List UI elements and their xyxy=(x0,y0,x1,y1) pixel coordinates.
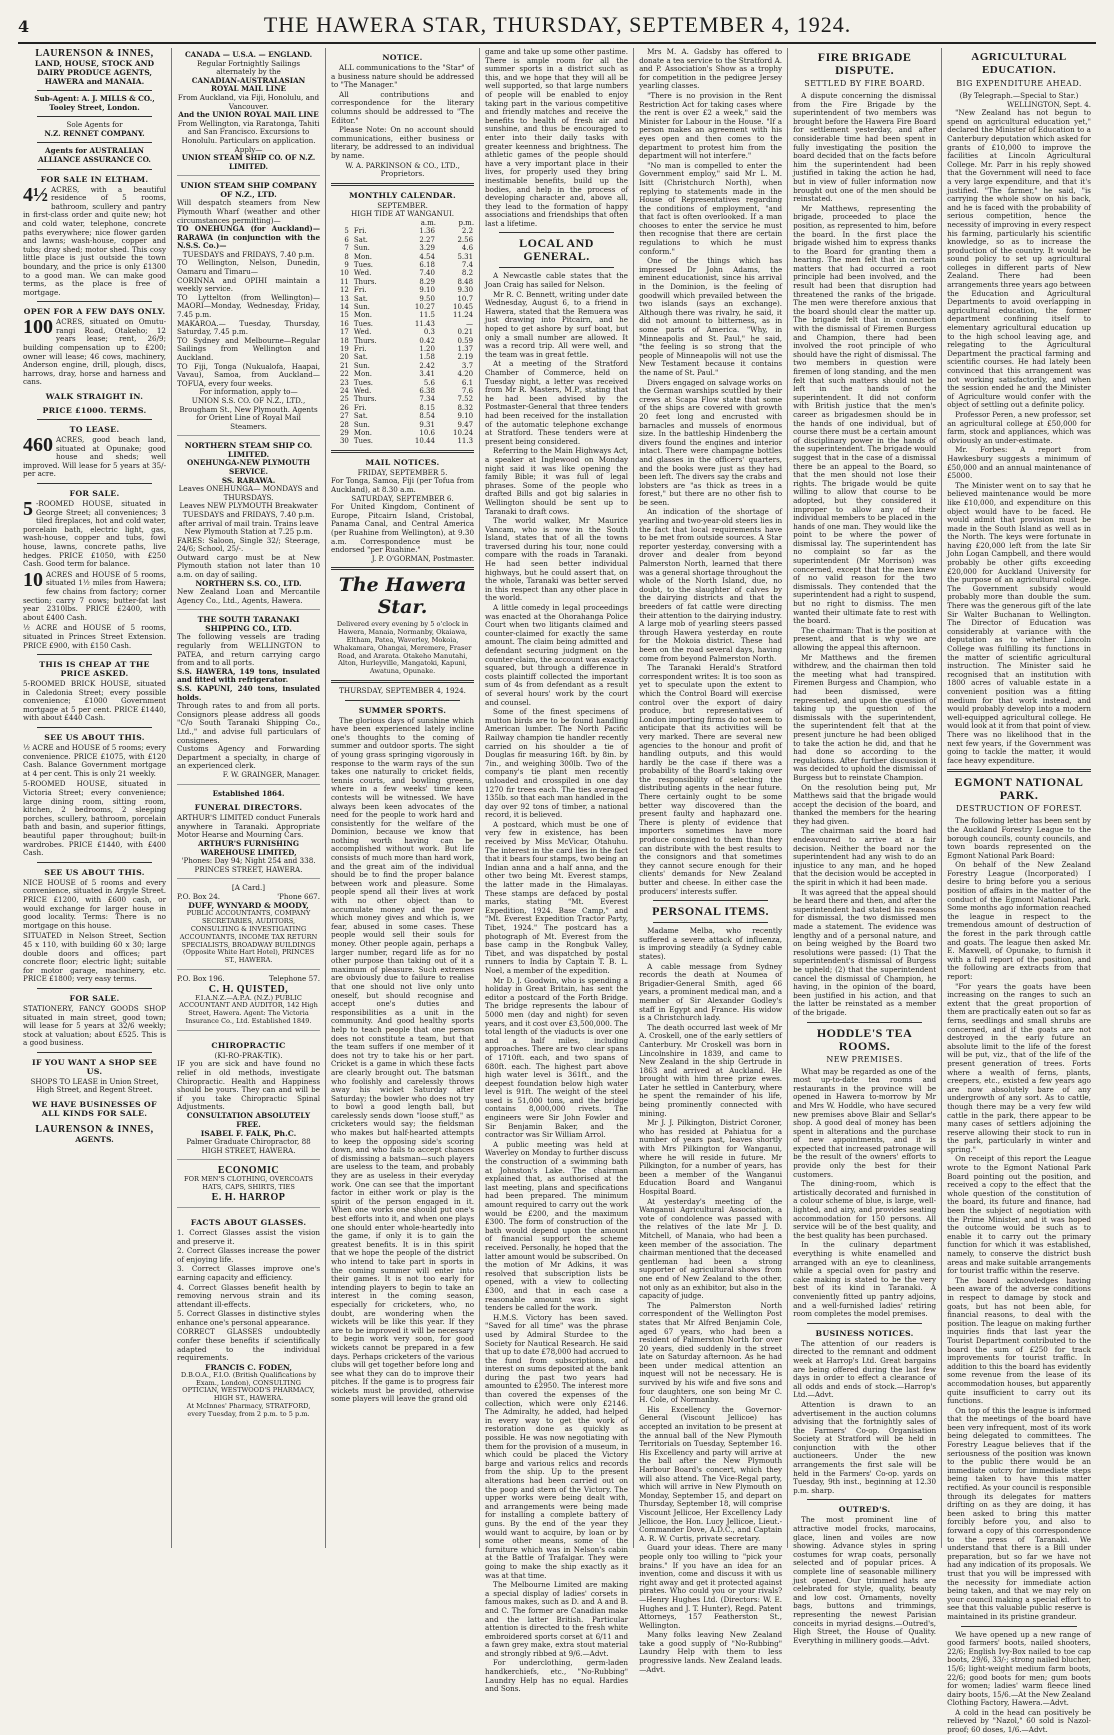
agricultural-sub: BIG EXPENDITURE AHEAD. xyxy=(956,79,1082,88)
tide-row: 12 Fri. 9.10 9.30 xyxy=(339,286,474,295)
local-item: Mrs M. A. Gadsby has offered to donate a tea service to the Stratford A. and P. Association's Show as a trophy for competition in the pedigree Jersey yearling classes. xyxy=(639,47,783,91)
tide-row: 7 Sun. 3.29 4.6 xyxy=(344,244,474,253)
rennet: N.Z. RENNET COMPANY. xyxy=(44,128,145,138)
paragraph: What may be regarded as one of the most up-to-date tea rooms and restaurants in the province will be opened in Hawera to-morrow by Mr and Mrs W. Hoddle, who have secured new premises above Blair and Sellar's shop. A good deal of money has been spent in alterations and the purchase of new appointments, and it is expected that increased patronage will be the result of the owners' efforts to provide only the best for their customers. xyxy=(793,1066,937,1179)
sale-eltham: FOR SALE IN ELTHAM. xyxy=(40,174,149,184)
for-sale-2: FOR SALE. xyxy=(69,993,120,1003)
eltham-listing: 4½ ACRES, with a beautiful residence of 5 rooms, bathroom, scullery and pantry in first-class order and quite new; hot and cold water, telephone, concrete paths everywhere; nice flower garden and lawns; wash-house, copper and tubs; dray shed; motor shed. This cosy little place is just outside the town boundary, and the price is only £1300 to a good man. We can make good terms, as the place is free of mortgage. xyxy=(23,183,167,297)
masthead xyxy=(18,12,1096,44)
egmont-heading: EGMONT NATIONAL PARK. xyxy=(954,775,1084,803)
fire-brigade-heading: FIRE BRIGADE DISPUTE. xyxy=(817,50,912,77)
agricultural-byline: (By Telegraph.—Special to Star.) xyxy=(959,91,1079,100)
column-7 xyxy=(942,48,1096,1735)
tide-row: 5 Fri. 1.36 2.2 xyxy=(344,227,474,236)
local-item: The Taranaki Herald's Stratford correspondent writes: It is too soon as yet to speculate upon the extent to which the Control Board will exercise control over the export of dairy produce, but representatives of London importing firms do not seem to anticipate that its activities will be very marked. There are several new agencies to the honour and profit of handling outputs, and this would hardly be the case if there was a probability of the Board's taking over the responsibility of selecting the distributing agents in the near future. There certainly ought to be some better way discovered than the present faulty and haphazard one. There is plenty of evidence that importers sometimes have more produce consigned to them than they can distribute with the best results to the consignors and that sometimes they cannot secure enough for their clients' demands for New Zealand butter and cheese. In either case the producers' interests suffer. xyxy=(639,663,783,896)
paragraph: The death occurred last week of Mr A. Croskell, one of the early settlers of Canterbury. Mr Croskell was born in Lincolnshire in 1839, and came to New Zealand in the ship Gertrude in 1863 and arrived at Auckland. He brought with him three prize ewes. Later he settled in Canterbury, where he spent the remainder of his life, being prominently connected with mining. xyxy=(639,1022,783,1118)
tide-row: 8 Mon. 4.54 5.31 xyxy=(344,252,474,261)
egmont-sub: DESTRUCTION OF FOREST. xyxy=(955,804,1083,814)
mail-2: For United Kingdom, Continent of Europe, Pitcairn Island, Cristobal, Panama Canal, and Central America (per Ruahine from Wellington), at 9.30 a.m. Correspondence must be endorsed "per Ruahine." xyxy=(331,502,475,555)
summer-sports-text: The glorious days of sunshine which have been experienced lately incline one's thoughts to the coming of summer and outdoor sports. The sight of young grass springing vigorously in response to the warm rays of the sun takes one naturally to cricket fields, tennis courts, and bowling greens, where in a few weeks' time keen contests will be witnessed. We have always been keen advocates of the need for the people to work hard and consistently for the welfare of the Dominion, because we know that nothing worth having can be accomplished without work. But life consists of much more than hard work, and the great aim of the individual should be to find the proper balance between work and pleasure. Some people spend all their lives at work with no other object than to accumulate money and the power which money gives and which is, we fear, abused in some cases. These people would sell their souls for money. Other people again, perhaps a larger number, regard life as for no other purpose than taking out of it a maximum of pleasure. Such extremes are obviously due to failure to realise that one should not live only unto oneself, but should recognise and accept one's duties and responsibilities as a unit in the community. And good healthy sports help to teach people that one person does not constitute a team, but that the team suffers if one member of it does not try to take his or her part. Cricket is a game in which these facts are clearly brought out. The batsman who foolishly and carelessly throws away his wicket Saturday after Saturday; the bowler who does not try to bowl a good length ball, but carelessly sends down "loose stuff," as cricketers would say; the fieldsman who makes but half-hearted attempts to keep the opposing side's scoring down, and who fails to accept chances of dismissing a batsman—such players are useless to the team, and probably they are as useless in their everyday work. One can see that the important factor in either work or play is the spirit of the person engaged in it. When one works one should put one's best efforts into it, and when one plays one should enter whole-heartedly into the game, if only it is to gain the greatest benefits. It is in this spirit that we hope the people of the district who intend to take part in sports in the coming summer will enter into their games. It is not too early for intending players to begin to take an interest in the coming season, especially for cricketers, who, no doubt, are wondering when the wickets will be like this year. If they are to be improved it will be necessary to begin work very soon, for good wickets cannot be prepared in a few days. Perhaps cricketers of the various clubs will get together before long and see what they can do to improve their pitches. If the game is to progress fair wickets must be provided, otherwise some players will leave the grand old xyxy=(331,715,475,1404)
for-sale: FOR SALE. xyxy=(69,489,120,498)
paragraph: Attention is drawn to an advertisement in the auction columns advising that the fortnightly sales of the Farmers' Co-op. Organisation Society at Stratford will be held in conjunction with the other auctioneers. Under the new arrangements the first sale will be held in the Farmers' Co-op. yards on Tuesday, 9th inst., beginning at 12.30 p.m. sharp. xyxy=(793,1399,937,1495)
column-3 xyxy=(326,48,480,1548)
paragraph: Referring to the Main Highways Act, a speaker at Inglewood on Monday night said it was like opening the family Bible; it was full of legal phrases. Some of the people who drafted Bills and got big salaries in Wellington should be sent up to Taranaki to draft cows. xyxy=(485,446,629,516)
paragraph: The Melbourne Limited are making a special display of ladies' corsets in famous makes, such as D. and A and B. and C. The former are Canadian make and the latter British. Particular attention is directed to the fresh white embroidered sports corset at 6/11 and a fawn grey make, extra stout material and strongly ribbed at 9/6.—Advt. xyxy=(485,1580,629,1658)
tide-row: 15 Mon. 11.5 11.24 xyxy=(339,311,474,320)
nelson-listing: SITUATED in Nelson Street, Section 45 x 110, with building 60 x 30; large double doors and offices; part concrete floor; electric light; suitable for motor garage, machinery, etc. PRICE £1800; very easy terms. xyxy=(23,931,167,984)
paragraph: Mr D. J. Goodwin, who is spending a holiday in Great Britain, has sent the editor a postcard of the Forth Bridge. The bridge represents the labour of 5000 men (day and night) for seven years, and it cost over £3,500,000. The total length of the viaducts is over one and a half miles, including approaches. There are two clear spans of 1710ft. each, and two spans of 680ft. each. The highest part above high water level is 361ft., and the deepest foundation below high water level is 91ft. The weight of the steel used is 51,000 tons, and the bridge contains 8,000,000 rivets. The engineers were Sir John Fowler and Sir Benjamin Baker, and the contractor was Sir William Arrol. xyxy=(485,975,629,1140)
tide-row: 23 Tues. 5.6 6.1 xyxy=(339,378,474,387)
local-general-list xyxy=(485,272,628,1693)
nazol-advert: A cold in the head can positively be relieved by "Nazol," 60 sold is Nazol-proof; 60 doses, 1/6.—Advt. xyxy=(947,1707,1091,1735)
personal-items-heading: PERSONAL ITEMS. xyxy=(652,904,769,919)
postmaster: J. P. O'GORMAN, Postmaster. xyxy=(371,554,475,563)
canada-ad: CANADA — U.S.A. — ENGLAND. Regular Fortnightly Sailings alternately by the CANADIAN-AUSTRALASIAN ROYAL MAIL LINE From Auckland, via Fiji, Honolulu, and Vancouver. And the UNION ROYAL MAIL LINE From Wellington, via Raratonga, Tahiti and San Francisco. Excursions to Honolulu. Particulars on application. Apply— UNION STEAM SHIP CO. OF N.Z. LIMITED. xyxy=(177,48,320,176)
tide-row: 14 Sun. 10.27 10.45 xyxy=(339,302,474,311)
stationery-listing: STATIONERY, FANCY GOODS SHOP situated in main street, good town; will lease for 5 years at 32/6 weekly; stock at valuation; about £525. This is a good business. xyxy=(23,1003,167,1048)
glasses-ad: FACTS ABOUT GLASSES. 1. Correct Glasses assist the vision and preserve it. 2. Correct Glasses increase the power of enjoying life. 3. Correct Glasses improve one's earning capacity and efficiency. 4. Correct Glasses benefit health by removing nervous strain and its attendant ill-effects. 5. Correct Glasses in distinctive styles enhance one's personal appearance. CORRECT GLASSES undoubtedly confer these benefits if scientifically adapted to the individual requirements. FRANCIS C. FODEN, D.B.O.A., F.I.O. (British Qualifications by Exam., London), CONSULTING OPTICIAN, WESTWOOD'S PHARMACY, HIGH ST., HAWERA. At McInnes' Pharmacy, STRATFORD, every Tuesday, from 2 p.m. to 5 p.m. xyxy=(177,1217,321,1418)
proprietors: W. A. PARKINSON & CO., LTD., Proprietors. xyxy=(345,160,460,179)
victoria-listing: 5-ROOMED HOUSE, situated in Victoria Street; every convenience; large dining room, sitting room, kitchen, 2 bedrooms, 2 sleeping porches, scullery, bathroom, porcelain bath and basin, and superior fittings, beautiful paper throughout; built-in wardrobes. PRICE £1440, with £400 Cash. xyxy=(23,779,167,858)
agents-label: AGENTS. xyxy=(75,1135,114,1145)
tide-row: 10 Wed. 7.40 8.2 xyxy=(339,269,474,278)
paragraph: In the culinary department everything is white enamelled and arranged with an eye to cleanliness, while a special oven for pastry and cake making is stated to be the very best of its kind in Taranaki. A conveniently fitted up pantry adjoins, and a well-furnished ladies' retiring room completes the model premises. xyxy=(793,1240,937,1319)
mail-notices: MAIL NOTICES. xyxy=(365,457,440,467)
paragraph: A Newcastle cable states that the Joan Craig has sailed for Nelson. xyxy=(485,271,629,290)
paragraph: "For years the goats have been increasing on the ranges to such an extent that the great proportion of them are practically eaten out so far as ferns, seedlings and small shrubs are concerned, and if the goats are not destroyed in the early future an absolute limit to the life of the forest will be put, viz., that of the life of the present generation of trees. Forts where a wealth of ferns, plants, creepers, etc., existed a few years ago are now absolutely bare of any undergrowth of any sort. As to cattle, though there may be a very few wild cattle in the park, there appear to be many cases of settlers adjoining the reserve allowing their stock to run in the park, particularly in winter and spring." xyxy=(947,981,1091,1154)
paragraph: Mr Matthews and the firemen withdrew, and the chairman then told the meeting what had transpired. Firemen Burgess and Champion, who had been dismissed, were represented, and upon the question of taking up the question of the dismissals with the superintendent, the superintendent felt that at the present juncture he had been obliged to take the action he did, and that he had done so according to the regulations. After further discussion it was decided to uphold the dismissal of Burgess but to reinstate Champion. xyxy=(793,652,937,782)
see-us-2: SEE US ABOUT THIS. xyxy=(44,867,145,877)
paragraph: A little comedy in legal proceedings was enacted at the Ohorahanga Police Court when two litigants claimed and counter-claimed for exactly the same amount. The claim being admitted and defendant securing judgment on the counter-claim, the account was exactly squared, but through a difference in costs plaintiff collected the important sum of 4s from defendant as a result of several hours' work by the court and counsel. xyxy=(485,603,629,707)
businesses: WE HAVE BUSINESSES OF ALL KINDS FOR SALE. xyxy=(32,1100,157,1119)
to-lease: TO LEASE. xyxy=(69,425,120,435)
sub-agent: Sub-Agent: A. J. MILLS & CO., Tooley Street, London. xyxy=(34,94,155,112)
acre2-listing: ½ ACRE and HOUSE of 5 rooms; every convenience. PRICE £1075, with £120 Cash. Balance Government mortgage at 4 per cent. This is only 21 weekly. xyxy=(23,743,167,778)
agricultural-text xyxy=(947,109,1091,765)
star-nameplate: The Hawera Star. xyxy=(338,574,467,619)
tide-row: 30 Tues. 10.44 11.3 xyxy=(339,437,474,446)
chiropractic-ad: CHIROPRACTIC (KI-RO-PRAK-TIK). IF you are sick and have found no relief in old methods, investigate Chiropractic. Health and Happiness should be yours. They can and will be if you take Chiropractic Spinal Adjustments. CONSULTATION ABSOLUTELY FREE. ISABEL F. FALK, Ph.C. Palmer Graduate Chiropractor, 88 HIGH STREET, HAWERA. xyxy=(177,1033,320,1161)
mail-date: FRIDAY, SEPTEMBER 5. xyxy=(357,467,448,477)
brick-listing: 5-ROOMED BRICK HOUSE, situated in Caledonia Street; every possible convenience; £1000 Government mortgage at 5 per cent. PRICE £1440, with about £440 Cash. xyxy=(23,679,167,723)
argyle-listing: NICE HOUSE of 5 rooms and every convenience, situated in Argyle Street. PRICE £1200, with £600 cash, or would exchange for larger house in good locality. Terms: There is no mortgage on this house. xyxy=(23,877,167,930)
tide-row: 13 Sat. 9.50 10.7 xyxy=(339,294,474,303)
boots-advert: We have opened up a new range of good farmers' boots, nailed shooters, 22/6; English Ivy-Box nailed to toe cap boots, 29/6, 33/-; strong nailed blucher, 15/6; light-weight medium farm boots, 22/6; good boots for men; gum boots for women; ladies' warm fleece lined dairy boots, 15/6.—At the New Zealand Clothing Factory, Hawera.—Advt. xyxy=(947,1629,1091,1708)
price1000: PRICE £1000. TERMS. xyxy=(42,406,147,416)
paragraph: The chairman: That is the position at present, and that is why we are allowing the appeal this afternoon. xyxy=(793,625,937,652)
union-steamship-ad: UNION STEAM SHIP COMPANY OF N.Z., LTD. Will despatch steamers from New Plymouth Wharf (weather and other circumstances permitting)— TO ONEHUNGA (for Auckland)—RARAWA (in conjunction with the N.S.S. Co.)— TUESDAYS and FRIDAYS, 7.40 p.m. TO Wellington, Nelson, Dunedin, Oamaru and Timaru— CORINNA and OPIHI maintain a weekly service. TO Lyttelton (from Wellington)—MAORI—Monday, Wednesday, Friday, 7.45 p.m. MAKAROA.— Tuesday, Thursday, Saturday, 7.45 p.m. TO Sydney and Melbourne—Regular Sailings from Wellington and Auckland. TO Fiji, Tonga (Nukualofa, Haapai, Vavau), Samoa, from Auckland—TOFUA, every four weeks. For information, apply to— UNION S.S. CO. OF N.Z., LTD., Brougham St., New Plymouth. Agents for Orient Line of Royal Mail Steamers. xyxy=(177,178,320,436)
mail-1: For Tonga, Samoa, Fiji (per Tofua from Auckland), at 8.30 a.m. xyxy=(331,476,475,495)
cheap: THIS IS CHEAP AT THE PRICE ASKED. xyxy=(39,660,150,679)
duff-wynyard-ad: [A Card.] P.O. Box 24. 'Phone 667. DUFF, WYNYARD & MOODY, PUBLIC ACCOUNTANTS, COMPANY SECRETARIES, AUDITORS, CONSULTING & INVESTIGATING ACCOUNTANTS, INCOME TAX RETURN SPECIALISTS, BROADWAY BUILDINGS (Opposite White Hart Hotel), PRINCES ST., HAWERA. xyxy=(177,881,320,970)
paragraph: A cable message from Sydney records the death at Noumea of Brigadier-General Smith, aged 66 years, a prominent medical man, and a member of Sir Alexander Godley's staff in Egypt and France. His widow is a Christchurch lady. xyxy=(639,961,783,1023)
tide-row: 27 Sat. 8.54 9.10 xyxy=(339,412,474,421)
glasses-fact: 4. Correct Glasses benefit health by removing nervous strain and its attendant ill-effects. xyxy=(177,1282,321,1309)
column-1 xyxy=(18,48,172,1548)
tide-heading: HIGH TIDE AT WANGANUI. xyxy=(350,209,455,219)
alliance: Agents for AUSTRALIAN ALLIANCE ASSURANCE CO. xyxy=(38,146,151,164)
summer-sports-continued: game and take up some other pastime. There is ample room for all the summer sports in a district such as this, and we hope that they will all be well supported, so that large numbers of people will be enabled to enjoy taking part in the various competitive and friendly matches and receive the benefits to health of fresh air and sunshine, and thus be encouraged to enter into their daily tasks with greater keenness and brightness. The athletic games of the people should have a very important place in their lives, for properly used they bring inestimable benefits, build up the bodies, and help in the process of developing character and, above all, they lead to the formation of happy associations and friendships that often last a lifetime. xyxy=(485,47,629,228)
northern-steamship-ad: NORTHERN STEAM SHIP CO. LIMITED. ONEHUNGA-NEW PLYMOUTH SERVICE. SS. RARAWA. Leaves ONEHUNGA— MONDAYS and THURSDAYS. Leaves NEW PLYMOUTH Breakwater TUESDAYS and FRIDAYS, 7.40 p.m. after arrival of mail train. Trains leave New Plymouth Station at 7.25 p.m. FARES: Saloon, Single 32/; Steerage, 24/6; School, 25/-. Outward cargo must be at New Plymouth station not later than 10 a.m. on day of sailing. NORTHERN S.S. CO., LTD. New Zealand Loan and Mercantile Agency Co., Ltd., Agents, Hawera. xyxy=(177,438,320,610)
hoddle-text xyxy=(793,1068,936,1319)
mail-sat: SATURDAY, SEPTEMBER 6. xyxy=(351,493,454,503)
acres10-listing: 10 ACRES and HOUSE of 5 rooms, situated 1½ miles from Hawera; few chains from factory; corner section; carry 7 cows; butter-fat last year 2310lbs. PRICE £2400, with about £400 Cash. xyxy=(23,568,167,622)
tide-row: 28 Sun. 9.31 9.47 xyxy=(339,420,474,429)
paragraph: At yesterday's meeting of the Wanganui Agricultural Association, a vote of condolence was passed with the relatives of the late Mr J. D. Mitchell, of Manaia, who had been a keen member of the association. The chairman mentioned that the deceased gentleman had been a strong supporter of agricultural shows from one end of New Zealand to the other, not only as an exhibitor, but also in the capacity of judge. xyxy=(639,1196,783,1301)
summer-sports-heading: SUMMER SPORTS. xyxy=(358,705,447,715)
paragraph: A postcard, which must be one of very few in existence, has been received by Miss McVicar, Otahuhu. The interest in the card lies in the fact that it bears four stamps, two being an Indian anna and a half anna, and the other two being Mt. Everest stamps, the latter made in the Himalayas. These stamps are defaced by postal marks, stating "Mt. Everest Expedition, 1924. Base Camp," and "Mt. Everest Expedition Tractor Party, Tibet, 1924." The postcard has a photograph of Mt. Everest from the base camp in the Rongbuk Valley, Tibet, and was dispatched by postal runners to India by Captain T. B. L. Noel, a member of the expedition. xyxy=(485,819,629,975)
tide-row: 9 Tues. 6.18 7.4 xyxy=(344,260,474,269)
calendar-month: SEPTEMBER. xyxy=(377,200,428,210)
personal-items-list xyxy=(639,927,782,1674)
notice-1: ALL communications to the "Star" of a business nature should be addressed to "The Manager." xyxy=(331,63,475,90)
glasses-fact: 2. Correct Glasses increase the power of enjoying life. xyxy=(177,1246,321,1264)
south-taranaki-ad: THE SOUTH TARANAKI SHIPPING CO., LTD. The following vessels are trading regularly from WELLINGTON to PATEA, and return carrying cargo from and to all ports. S.S. HAWERA, 149 tons, insulated and fitted with refrigerator. S.S. KAPUNI, 240 tons, insulated holds. Through rates to and from all ports. Consignors please address all goods "C/o South Taranaki Shipping Co., Ltd.," and advise full particulars of consignees. Customs Agency and Forwarding Department a specialty, in charge of an experienced clerk. F. W. GRAINGER, Manager. xyxy=(177,612,320,784)
columns xyxy=(18,47,1096,1735)
paragraph: Mr. Forbes: A report from Hawkesbury suggests a minimum of £50,000 and an annual maintenance of £5000. xyxy=(947,445,1091,481)
acre1-listing: ½ ACRE and HOUSE of 5 rooms, situated in Princes Street Extension. PRICE £900, with £150 Cash. xyxy=(23,623,167,650)
glasses-fact: 3. Correct Glasses improve one's earning capacity and efficiency. xyxy=(177,1264,321,1282)
local-general-heading: LOCAL AND GENERAL. xyxy=(519,236,594,264)
page-number: 4 xyxy=(18,17,30,36)
tide-row: 19 Fri. 1.20 1.37 xyxy=(339,345,474,353)
hoddle-sub: NEW PREMISES. xyxy=(826,1054,903,1064)
notice-heading: NOTICE. xyxy=(382,53,423,62)
paragraph: The Minister went on to say that he believed maintenance would be more like £10,000, and expenditure on this object would have to be faced. He would admit that provision must be made in the South Island as well as in the North. The keys were fortunate in having £20,000 left from the late Sir John Logan Campbell, and there would probably be other gifts exceeding £20,000 for Auckland University for the purpose of an agricultural college. The Government subsidy would probably more than double the sum. There was the generous gift of the late Sir Walter Buchanan to Wellington. The Director of Education was considerably at variance with the deputation as to whether Lincoln College was fulfilling its functions in the matter of scientific agricultural instruction. The Minister said he recognised that an institution with 1800 acres of valuable estate in a convenient position was a fitting medium for that work instead, and would probably develop into a modern well-equipped agricultural college. He would look at it from that point of view. There was no likelihood that in the next few years, if the Government was going to tackle the matter, it would face heavy expenditure. xyxy=(947,480,1091,765)
outreds-text: The most prominent line of attractive model frocks, marocains, glace, linen and voiles are now showing. Advance styles in spring costumes for wrap coats, personally selected and of popular prices. A complete line of seasonable millinery just opened. Our trimmed hats are celebrated for style, quality, beauty and low cost. Ornaments, novelty bags, buttons and trimmings, representing the newest Parisian conceits in myriad designs.—Outred's, High Street, the House of Quality. Everything in millinery goods.—Advt. xyxy=(793,1515,937,1645)
column-5 xyxy=(634,47,788,1674)
tide-row: 21 Sun. 2.42 3.7 xyxy=(339,361,474,370)
hoddle-heading: HODDLE'S TEA ROOMS. xyxy=(816,1025,913,1053)
glasses-fact: 5. Correct Glasses in distinctive styles enhance one's personal appearance. xyxy=(177,1309,321,1327)
paragraph: Mr Matthews, representing the brigade, proceeded to place the position, as represented to him, before the board. In the first place the brigade wished him to express thanks to the Board for granting them a hearing. The men felt that in certain matters that had occurred a root principle had been involved, and the result had been that disruption had threatened the ranks of the brigade. The men were therefore anxious that the board should clear the matter up. The brigade felt that in connection with the dismissal of Firemen Burgess and Champion, there had been involved the root principle of who should have the right of dismissal. The two members in question were firemen of long standing, and the men felt that such matters should not be left in the hands of the superintendent. It did not conform with British justice that the men's career as brigadesmen should be in the hands of one individual, but of course there must be a certain amount of disciplinary power in the hands of the superintendent. The brigade would suggest that in the case of a dismissal there be an appeal to the Board, so that the men should not lose their rights. The brigade would be quite willing to allow that course to be adopted, but they considered it improper to allow any of their individual members to be placed in the hands of one man. They would like the point to be where the power of dismissal lay. The superintendent has no complaint so far as the superintendent (Mr Morrison) was concerned, except that the men knew of no valid reason for the two dismissals. They contended that the superintendent had a right to suspend, but no right to dismiss. The men wanted their ultimate fate to rest with the board. xyxy=(793,203,937,626)
paragraph: For underclothing, germ-laden handkerchiefs, etc., "No-Rubbing" Laundry Help has no equal. Hardies and Sons. xyxy=(485,1658,629,1694)
laurenson-place: HAWERA and MANAIA. xyxy=(44,77,145,86)
agricultural-heading: AGRICULTURAL EDUCATION. xyxy=(971,51,1067,76)
paragraph: "New Zealand has not begun to spend on agricultural education yet," declared the Minister of Education to a Canterbury deputation which asked for grants of £10,000 to improve the facilities at Lincoln Agricultural College. Mr. Parr in his reply showed that the Government will need to face a very large expenditure, and that it's justified. "The farmer," he said, "is carrying the whole show on his back, and he is faced with the probability of serious competition, hence the necessity of improving in every respect his farming, particularly his scientific knowledge, so as to increase the production of the country. It would be sound policy to set up agricultural colleges in different parts of New Zealand. There had been arrangements three years ago between the Education and Agricultural Departments to avoid overlapping in agricultural education, the former department confining itself to elementary agricultural education up to the high school leaving age, and relegating to the Agricultural Department the practical farming and scientific courses. He had lately been convinced that this arrangement was not working satisfactorily, and when the session ended he and the Minister of Agriculture would confer with the object of settling out a definite policy. xyxy=(947,108,1091,410)
walk-in: WALK STRAIGHT IN. xyxy=(45,392,144,402)
quisted-ad: P.O. Box 196. Telephone 57. C. H. QUISTED, F.I.A.N.Z.—A.P.A. (N.Z.) PUBLIC ACCOUNTANT AND AUDITOR, 142 High Street, Hawera. Agent: The Victoria Insurance Co., Ltd. Established 1849. xyxy=(177,972,320,1031)
paragraph: The world walker, Mr Maurice Vancam, who is now in the South Island, states that of all the towns traversed during his tour, none could compare with the roads in Taranaki. He had seen better individual highways, but he could assert that, on the whole, Taranaki was better served in this respect than any other place in the world. xyxy=(485,516,629,603)
tide-row: 22 Mon. 3.41 4.20 xyxy=(339,370,474,379)
fire-brigade-text xyxy=(793,92,936,1018)
notice-3: Please Note: On no account should communications, either business or literary, be addressed to an individual by name. xyxy=(331,125,475,160)
harrop-ad: ECONOMIC FOR MEN'S CLOTHING, OVERCOATS HATS, CAPS, SHIRTS, TIES E. H. HARROP xyxy=(177,1162,320,1208)
outreds-heading: OUTRED'S. xyxy=(838,1505,891,1515)
column-6 xyxy=(788,48,942,1645)
paragraph: A public meeting was held at Waverley on Monday to further discuss the construction of a swimming bath at Johnston's Lake. The chairman explained that, as authorised at the last meeting, plans and specifications had been prepared. The minimum amount required to carry out the work would be £200, and the maximum £300. The form of construction of the bath would depend upon the amount of financial support the scheme received. Personally, he hoped that the latter amount would be subscribed. On the motion of Mr Adkins, it was resolved that subscription lists be opened, with a view to collecting £300, and that in each case a reasonable amount was in sight tenders be called for the work. xyxy=(485,1139,629,1313)
star-date: THURSDAY, SEPTEMBER 4, 1924. xyxy=(339,685,466,695)
shops-lease: SHOPS TO LEASE in Union Street, High Street, and Regent Street. xyxy=(30,1076,159,1095)
paragraph: At a meeting of the Stratford Chamber of Commerce, held on Tuesday night, a letter was received from Mr R. Masters, M.P., stating that he had been advised by the Postmaster-General that three tenders had been received for the installation of the automatic telephone exchange at Stratford. These tenders were at present being considered. xyxy=(485,359,629,446)
business-notices-text xyxy=(793,1340,936,1496)
business-notices-heading: BUSINESS NOTICES. xyxy=(815,1328,914,1338)
acres460-listing: 460 ACRES, good beach land, situated at Opunake; good house and sheds; well improved. Will lease for 5 years at 35/- per acre. xyxy=(23,434,167,479)
monthly-calendar: MONTHLY CALENDAR. xyxy=(349,190,456,200)
tide-row: 24 Wed. 6.38 7.6 xyxy=(339,387,474,396)
tide-row: 17 Wed. 0.3 0.21 xyxy=(339,328,474,337)
paragraph: Guard your ideas. There are many people only too willing to "pick your brains." If you have an idea for an invention, come and discuss it with us right away and get it protected against pirates. Who could you or your rivals?—Henry Hughes Ltd. (Directors: W. E. Hughes and J. T. Hunter), Regd. Patent Attorneys, 157 Featherston St., Wellington. xyxy=(639,1543,783,1630)
paragraph: His Excellency the Governor-General (Viscount Jellicoe) has accepted an invitation to be present at the annual ball of the New Plymouth Territorials on Tuesday, September 16. His Excellency and party will arrive at the ball after the New Plymouth Harbour Board's concert, which they will also attend. The Vice-Regal party, which will arrive in New Plymouth on Monday, September 15, and depart on Thursday, September 18, will comprise Viscount Jellicoe, Her Excellency Lady Jellicoe, the Hon. Lucy Jellicoe, Lieut.-Commander Dove, A.D.C., and Captain A. R. W. Curtis, private secretary. xyxy=(639,1404,783,1543)
star-delivery: Delivered every evening by 5 o'clock in Hawera, Manaia, Normanby, Okaiawa, Eltham, Patea, Waverley, Mokoia, Whakamara, Ohangai, Meremere, Fraser Road, and Ararata. Otakeho Manutahi, Alton, Hurleyville, Mangatoki, Kapuni, Awatuna, Opunake. xyxy=(333,620,472,676)
column-2 xyxy=(172,48,326,1548)
paragraph: On receipt of this report the League wrote to the Egmont National Park Board pointing out the position, and received a copy to the effect that the whole question of the constitution of the board, its future and finance, had been the subject of negotiation with the Prime Minister, and it was hoped the outcome would be such as to enable it to carry out the primary function for which it was established, namely, to conserve the district bush areas and make suitable arrangements for tourist traffic within the reserve. xyxy=(947,1154,1091,1276)
paragraph: The attention of our readers is directed to the remnant and oddment week at Harrop's Ltd. Great bargains are being offered during the last few days in order to effect a clearance of all odds and ends of stock.—Harrop's Ltd.—Advt. xyxy=(793,1338,937,1400)
paragraph: A dispute concerning the dismissal from the Fire Brigade by the superintendent of two members was brought before the Hawera Fire Board for settlement yesterday, and after considerable time had been spent in fully investigating the position the board decided that on the facts before him the superintendent had been justified in taking the action he had, but in view of fuller information now brought out one of the men should be reinstated. xyxy=(793,91,937,204)
funeral-ad: Established 1864. FUNERAL DIRECTORS. ARTHUR'S LIMITED conduct Funerals anywhere in Taranaki. Appropriate Motor Hearse and Mourning Cars. ARTHUR'S FURNISHING WAREHOUSE LIMITED, 'Phones: Day 94; Night 254 and 338. PRINCES STREET, HAWERA. xyxy=(177,787,320,880)
laurenson-heading: LAURENSON & INNES, xyxy=(35,48,154,59)
tide-row: 25 Thurs. 7.34 7.52 xyxy=(339,395,474,404)
tide-row: 16 Tues. 11.43 — xyxy=(339,319,474,328)
paragraph: Mr J. J. Pilkington, District Coroner, who has resided at Pahiatua for a number of years past, leaves shortly with Mrs Pilkington for Wanganui, where he will reside in future. Mr Pilkington, for a number of years, has been a member of the Wanganui Education Board and Wanganui Hospital Board. xyxy=(639,1118,783,1196)
paragraph: Many folks leaving New Zealand take a good supply of "No-Rubbing" Laundry Help with them to less progressive lands. New Zealand leads.—Advt. xyxy=(639,1630,783,1674)
local-item: "No man is compelled to enter the Government employ," said Mr L. M. Isitt (Christchurch North), when replying to statements made in the House of Representatives regarding the conditions of employment, "and that fact is often overlooked. If a man chooses to enter the service he must then recognise that there are certain regulations to which he must conform." xyxy=(639,160,783,256)
paragraph: H.M.S. Victory has been saved. "Saved for all time" was the phrase used by Admiral Sturdee to the Society for Nautical Research. He said that up to date £78,000 had accrued to the fund from subscriptions, and interest on sums deposited at the bank during the past two years had amounted to £2950. The interest more than covered the expenses of the collection, which were only £2146. The Admiralty, he added, had helped in every way to get the work of restoration done as quickly as possible. He was now negotiating with them for the provision of a museum, in which could be placed the Victory barge and various relics and records from the ship. Up to the present alterations had been carried out on the poop and stern of the Victory. The upper works were being dealt with, and arrangements were being made for installing a complete battery of guns. By the end of the year they would want to acquire, by loan or by some other means, some of the furniture which was in Nelson's cabin at the Battle of Trafalgar. They were going to make the ship exactly as it was at that time. xyxy=(485,1312,629,1580)
notice-2: All contributions and correspondence for the literary columns should be addressed to "The Editor." xyxy=(331,89,475,125)
paragraph: Professor Peren, a new professor, set an agricultural college at £50,000 for farm, stock and appliances, which was obviously an under-estimate. xyxy=(947,409,1091,445)
tide-row: 18 Thurs. 0.42 0.59 xyxy=(339,336,474,345)
local-item: "There is no provision in the Rent Restriction Act for taking cases where the rent is over £2 a week," said the Minister for Labour in the House. "If a person makes an agreement with his eyes open and then comes to the department to protest him from the department will not interfere." xyxy=(639,90,783,161)
want-shop: IF YOU WANT A SHOP SEE US. xyxy=(32,1057,157,1076)
local-item: Divers engaged on salvage works on the German warships scuttled by their crews at Scapa Flow state that some of the ships are covered with growth 20 feet long and encrusted with barnacles and mussels of enormous size. In the battleship Hindenberg the divers found the engines and interior intact. There were champagne bottles and glasses in the officers' quarters, and the books were just as they had been left. The divers say the crabs and lobsters are "as thick as trees in a forest," but there are no other fish to be seen. xyxy=(639,377,783,507)
tide-row: 11 Thurs. 8.29 8.48 xyxy=(339,277,474,286)
house5-listing: 5 -ROOMED HOUSE, situated in George Street; all conveniences; 3 tiled fireplaces, hot and cold water, porcelain bath, electric light, gas, wash-house, copper and tubs, fowl house, lawns, concrete paths, live hedges. PRICE £1050, with £250 Cash. Good term for balance. xyxy=(23,498,167,569)
paragraph: On the resolution being put, Mr Matthews said that the brigade would accept the decision of the board, and thanked the members for the hearing they had given. xyxy=(793,782,937,826)
sole-agents: Sole Agents for xyxy=(66,120,123,130)
paragraph: On top of this the league is informed that the meetings of the board have been very infrequent, most of its work being delegated to committees. The Forestry League believes that if the seriousness of the position was known to the public there would be an immediate outcry for immediate steps being taken to have this matter rectified. As your council is responsible through its delegates for matters drifting on as they are doing, it has been asked to bring this matter forcibly before you, and also to forward a copy of this correspondence to the press of Taranaki. We understand that there is a Bill under preparation, but so far we have not had any indication of its proposals. We trust that you will be impressed with the necessity for immediate action being taken, and that we may rely on your council making a special effort to see that this valuable public reserve is maintained in its pristine grandeur. xyxy=(947,1405,1091,1621)
local-item: One of the things which has impressed Dr John Adams, the eminent educationist, since his arrival in the Dominion, is the feeling of goodwill which prevailed between the two islands (says an exchange). Although there was rivalry, he said, it did not amount to bitterness, as in some parts of America. "Why, in Minneapolis and St. Paul," he said, "the feeling is so strong that the people of Minneapolis will not use the New Testament because it contains the name of St. Paul." xyxy=(639,256,783,377)
paragraph: The dining-room, which is artistically decorated and furnished in a colour scheme of blue, is large, well-lighted, and airy, and provides seating accommodation for 150 persons. All service will be of the best quality, and the best quality has been purchased. xyxy=(793,1179,937,1240)
paragraph: The chairman said the board had endeavoured to arrive at a fair decision. Neither the board nor the superintendent had any wish to do an injustice to any man, and he hoped that the decision would be accepted in the spirit in which it had been made. xyxy=(793,826,937,888)
paragraph: Madame Melba, who recently suffered a severe attack of influenza, is improving steadily (a Sydney cable states). xyxy=(639,926,783,961)
see-us: SEE US ABOUT THIS. xyxy=(44,733,145,743)
paragraph: The Palmerston North correspondent of the Wellington Post states that Mr Alfred Benjamin Cole, aged 67 years, who had been a resident of Palmerston North for over 20 years, died suddenly in the street late on Saturday afternoon. As he had been under medical attention an inquest will not be necessary. He is survived by his wife and five sons and four daughters, one son being Mr C. H. Cole, of Normanby. xyxy=(639,1300,783,1405)
column-4 xyxy=(480,47,634,1694)
laurenson-footer: LAURENSON & INNES, xyxy=(35,1124,154,1136)
laurenson-sub: LAND, HOUSE, STOCK AND DAIRY PRODUCE AGENTS, xyxy=(34,59,155,77)
paragraph: Mr R. C. Bennett, writing under date Wednesday, August 6, to a friend in Hawera, stated that the Remuera was just drawing into Pitcairn, and he hoped to get ashore by surf boat, but only a small number are allowed. It was a record trip. All were well, and the team was in great fettle. xyxy=(485,289,629,359)
paragraph: On behalf of the New Zealand Forestry League (Incorporated) I desire to bring before you a serious position of affairs in the matter of the conduct of the Egmont National Park. Some months ago information reached the league in respect to the tremendous amount of destruction of the forest in the park through cattle and goats. The league then asked Mr. E. Maxwell, of Opunake, to furnish it with a full report of the position, and the following are extracts from that report: xyxy=(947,860,1091,981)
agricultural-dateline: WELLINGTON, Sept. 4. xyxy=(1006,100,1091,109)
tide-table: a.m. p.m. 5 Fri. 1.36 2.2 6 Sat. 2.27 2.56 7 Sun. 3.29 4.6 8 Mon. 4.54 5.31 9 Tues. 6.18 7.4 10 Wed. 7.40 8.2 11 Thurs. 8.29 8.48 12 Fri. 9.10 9.30 13 Sat. 9.50 10.7 14 Sun. 10.27 10.45 15 Mon. 11.5 11.24 16 Tues. 11.43 — 17 Wed. 0.3 0.21 18 Thurs. 0.42 0.59 19 Fri. 1.20 1.37 20 Sat. 1.58 2.19 21 Sun. 2.42 3.7 22 Mon. 3.41 4.20 23 Tues. 5.6 6.1 24 Wed. 6.38 7.6 25 Thurs. 7.34 7.52 26 Fri. 8.15 8.32 27 Sat. 8.54 9.10 28 Sun. 9.31 9.47 29 Mon. 10.6 10.24 30 Tues. 10.44 11.3 xyxy=(331,219,474,446)
paragraph: Some of the finest specimens of mutton birds are to be found handling American lumber. The North Pacific Railway champion tie handler recently carried on his shoulder a tie of Douglas fir measuring 16ft. by 8in. by 7in., and weighing 300lb. Two of the company's tie plant men recently unloaded and crosspiled in one day 1270 fir trees each. The ties averaged 135lb. so that each man handled in the day over 92 tons of timber, a national record, it is believed. xyxy=(485,707,629,820)
tide-row: 20 Sat. 1.58 2.19 xyxy=(339,353,474,362)
glasses-fact: 1. Correct Glasses assist the vision and preserve it. xyxy=(177,1227,321,1246)
open-days: OPEN FOR A FEW DAYS ONLY. xyxy=(23,307,166,317)
acres100-listing: 100 ACRES, situated on Omutu-rangi Road, Otakeho; 12 years lease; rent, 26/9; building compensation up to £200; owner will lease; 46 cows, machinery, Anderson engine, drill, plough, discs, harrows, dray, horse and harness and cans. xyxy=(23,316,167,387)
newspaper-title: THE HAWERA STAR, THURSDAY, SEPTEMBER 4, 1924. xyxy=(263,12,852,37)
egmont-text xyxy=(947,817,1091,1621)
paragraph: It was agreed that the appeal should be heard there and then, and after the superintendent had stated his reasons for dismissal, the two dismissed men made a statement. The evidence was lengthy and of a personal nature, and on being weighed by the Board two resolutions were passed: (1) That the superintendent's dismissal of Burgess be upheld; (2) that the superintendent cancel the dismissal of Champion, he having, in the opinion of the board, been justified in his action, and that the latter be reinstated as a member of the brigade. xyxy=(793,887,937,1017)
fire-brigade-sub: SETTLED BY FIRE BOARD. xyxy=(804,79,925,88)
local-item: An indication of the shortage of yearling and two-year-old steers lies in the fact that local requirements have to be met from outside sources. A Star reporter yesterday, conversing with a drover and dealer from beyond Palmerston North, learned that there was a general shortage throughout the whole of the North Island, due, no doubt, to the slaughter of calves by the dairying districts and that the breeders of fat cattle were directing their attention to the dairying industry. A large mob of yearling steers passed through Hawera yesterday en route for the Mokoia district. These had been on the road several days, having come from beyond Palmerston North. xyxy=(639,507,783,663)
paragraph: The board acknowledges having been aware of the adverse conditions in respect to damage by stock and goats, but has not been able, for financial reasons, to deal with the position. The league on making further inquiries finds that last year the Tourist Department contributed to the board the sum of £250 for track improvements for tourist traffic. In addition to this the board has evidently some revenue from the lease of its accommodation houses, but apparently quite insufficient to carry out its functions. xyxy=(947,1275,1091,1406)
tide-row: 29 Mon. 10.6 10.24 xyxy=(339,429,474,438)
paragraph: The following letter has been sent by the Auckland Forestry League to the borough councils, county councils, and town boards represented on the Egmont National Park Board: xyxy=(947,816,1091,860)
tide-row: 26 Fri. 8.15 8.32 xyxy=(339,403,474,412)
tide-row: 6 Sat. 2.27 2.56 xyxy=(344,235,474,244)
